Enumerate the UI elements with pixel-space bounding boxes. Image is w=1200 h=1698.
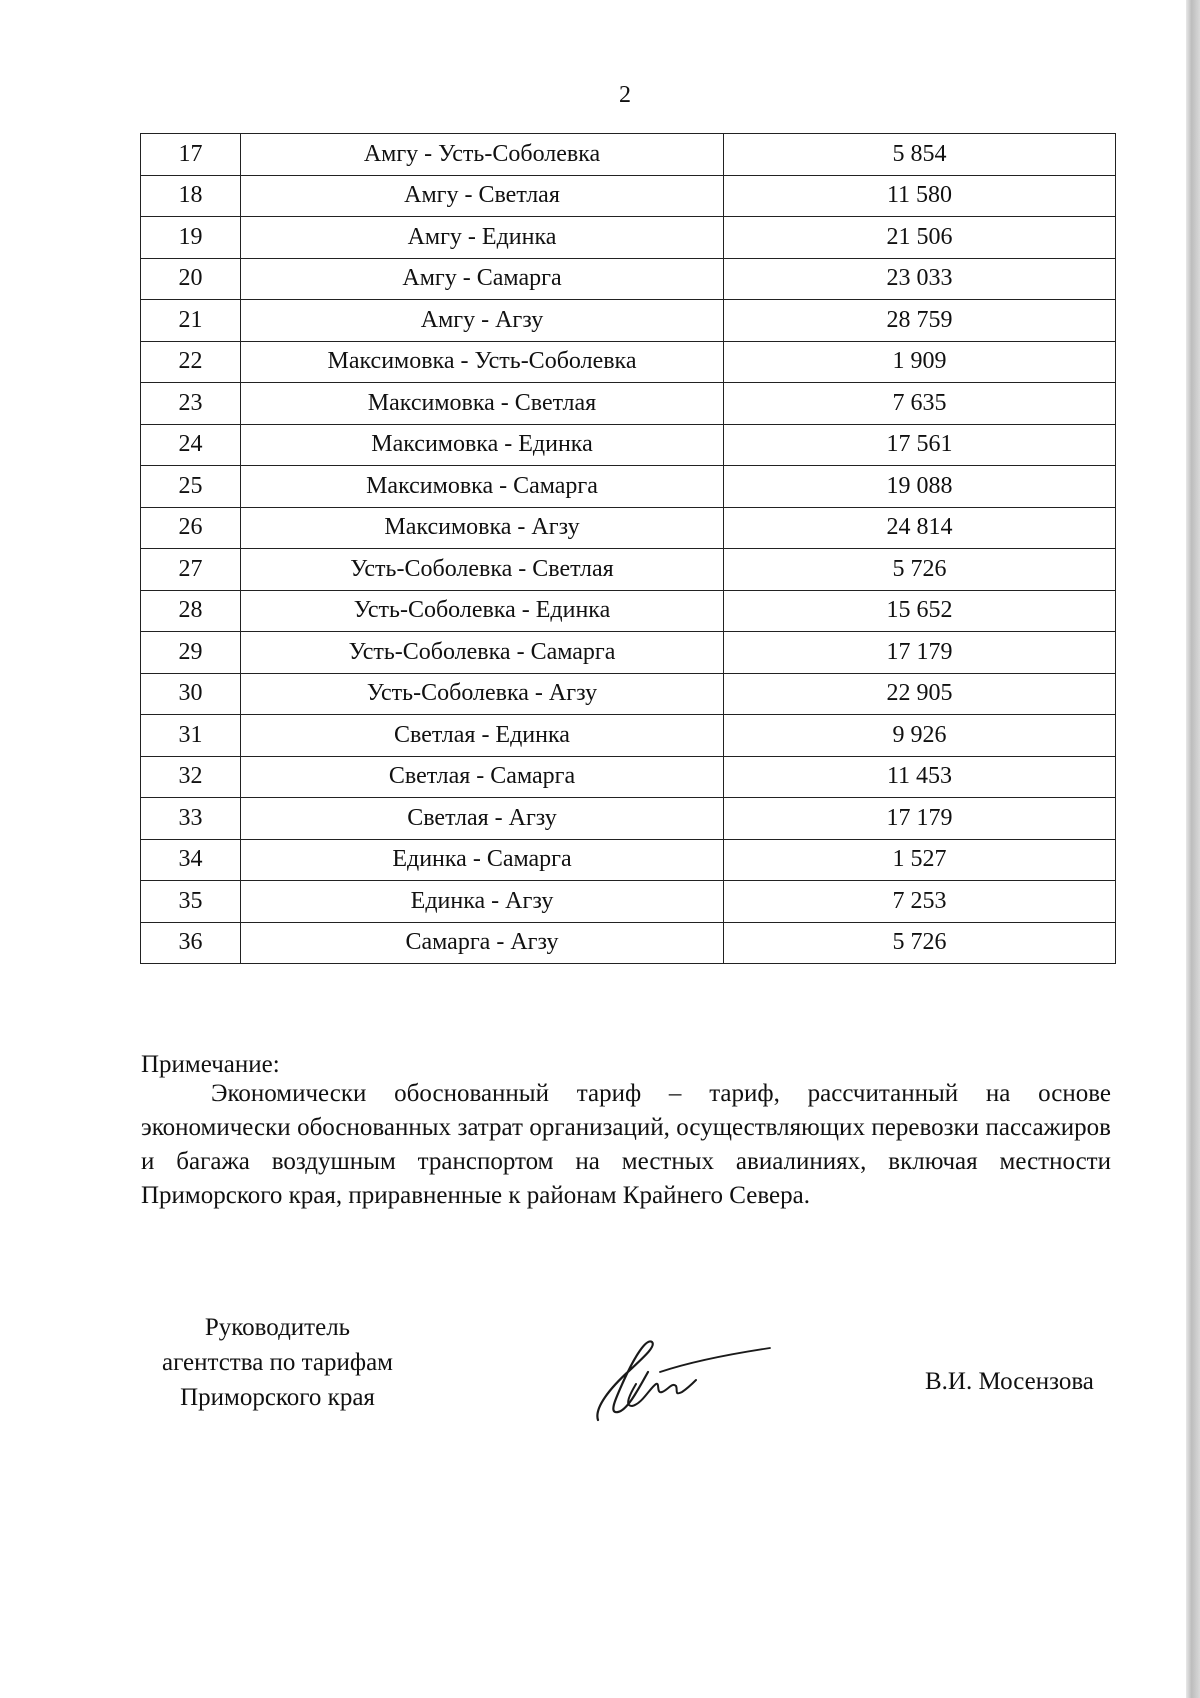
- signer-title-line: Руководитель: [204, 1314, 351, 1341]
- note-body: Экономически обоснованный тариф – тариф, рассчитанный на основе экономически обоснованных затрат организаций, осуществляющих перевозки пассажиров и багажа воздушным транспортом на местных авиалиниях, включая местности Приморского края, приравненные к районам Крайнего Севера.: [141, 1080, 1111, 1209]
- row-number: 32: [141, 756, 241, 798]
- row-number: 30: [141, 673, 241, 715]
- route-name: Светлая - Единка: [241, 715, 724, 757]
- row-number: 17: [141, 134, 241, 176]
- table-row: [141, 466, 1116, 508]
- route-name: Максимовка - Самарга: [241, 466, 724, 508]
- tariff-table: [140, 133, 1116, 964]
- table-row: [141, 839, 1116, 881]
- table-row: [141, 756, 1116, 798]
- row-number: 33: [141, 798, 241, 840]
- route-name: Максимовка - Агзу: [241, 507, 724, 549]
- table-row: [141, 424, 1116, 466]
- signer-title-line: агентства по тарифам: [161, 1349, 394, 1376]
- route-name: Единка - Агзу: [241, 881, 724, 923]
- tariff-value: 1 527: [724, 839, 1116, 881]
- tariff-value: 15 652: [724, 590, 1116, 632]
- row-number: 24: [141, 424, 241, 466]
- route-name: Усть-Соболевка - Светлая: [241, 549, 724, 591]
- tariff-value: 17 179: [724, 632, 1116, 674]
- table-row: [141, 881, 1116, 923]
- scan-page-edge: [1186, 0, 1200, 1698]
- row-number: 27: [141, 549, 241, 591]
- route-name: Амгу - Агзу: [241, 300, 724, 342]
- route-name: Максимовка - Усть-Соболевка: [241, 341, 724, 383]
- signer-title-line: Приморского края: [180, 1384, 375, 1411]
- table-row: [141, 549, 1116, 591]
- tariff-value: 24 814: [724, 507, 1116, 549]
- tariff-value: 9 926: [724, 715, 1116, 757]
- table-row: [141, 258, 1116, 300]
- route-name: Амгу - Светлая: [241, 175, 724, 217]
- row-number: 23: [141, 383, 241, 425]
- tariff-value: 21 506: [724, 217, 1116, 259]
- row-number: 25: [141, 466, 241, 508]
- row-number: 28: [141, 590, 241, 632]
- table-row: [141, 341, 1116, 383]
- tariff-value: 7 635: [724, 383, 1116, 425]
- row-number: 21: [141, 300, 241, 342]
- route-name: Светлая - Агзу: [241, 798, 724, 840]
- tariff-value: 11 580: [724, 175, 1116, 217]
- route-name: Максимовка - Светлая: [241, 383, 724, 425]
- table-row: [141, 798, 1116, 840]
- tariff-value: 19 088: [724, 466, 1116, 508]
- row-number: 22: [141, 341, 241, 383]
- tariff-value: 17 561: [724, 424, 1116, 466]
- tariff-value: 5 726: [724, 549, 1116, 591]
- route-name: Амгу - Самарга: [241, 258, 724, 300]
- row-number: 29: [141, 632, 241, 674]
- row-number: 18: [141, 175, 241, 217]
- tariff-value: 1 909: [724, 341, 1116, 383]
- row-number: 31: [141, 715, 241, 757]
- row-number: 35: [141, 881, 241, 923]
- note-title: Примечание:: [141, 1051, 280, 1078]
- route-name: Максимовка - Единка: [241, 424, 724, 466]
- handwritten-signature-icon: [590, 1328, 790, 1428]
- tariff-value: 5 854: [724, 134, 1116, 176]
- tariff-value: 7 253: [724, 881, 1116, 923]
- table-row: [141, 632, 1116, 674]
- table-row: [141, 673, 1116, 715]
- route-name: Амгу - Усть-Соболевка: [241, 134, 724, 176]
- table-row: [141, 507, 1116, 549]
- signer-name: В.И. Мосензова: [925, 1368, 1094, 1395]
- tariff-value: 17 179: [724, 798, 1116, 840]
- page-number: 2: [619, 82, 631, 108]
- route-name: Амгу - Единка: [241, 217, 724, 259]
- table-row: [141, 217, 1116, 259]
- tariff-value: 5 726: [724, 922, 1116, 964]
- tariff-table-body: [141, 134, 1116, 964]
- table-row: [141, 383, 1116, 425]
- row-number: 20: [141, 258, 241, 300]
- signer-title: [140, 1310, 415, 1415]
- route-name: Самарга - Агзу: [241, 922, 724, 964]
- tariff-value: 11 453: [724, 756, 1116, 798]
- row-number: 26: [141, 507, 241, 549]
- row-number: 19: [141, 217, 241, 259]
- table-row: [141, 590, 1116, 632]
- tariff-value: 23 033: [724, 258, 1116, 300]
- route-name: Светлая - Самарга: [241, 756, 724, 798]
- table-row: [141, 134, 1116, 176]
- row-number: 34: [141, 839, 241, 881]
- table-row: [141, 175, 1116, 217]
- route-name: Усть-Соболевка - Единка: [241, 590, 724, 632]
- tariff-value: 22 905: [724, 673, 1116, 715]
- row-number: 36: [141, 922, 241, 964]
- table-row: [141, 715, 1116, 757]
- tariff-value: 28 759: [724, 300, 1116, 342]
- route-name: Единка - Самарга: [241, 839, 724, 881]
- table-row: [141, 922, 1116, 964]
- route-name: Усть-Соболевка - Агзу: [241, 673, 724, 715]
- route-name: Усть-Соболевка - Самарга: [241, 632, 724, 674]
- table-row: [141, 300, 1116, 342]
